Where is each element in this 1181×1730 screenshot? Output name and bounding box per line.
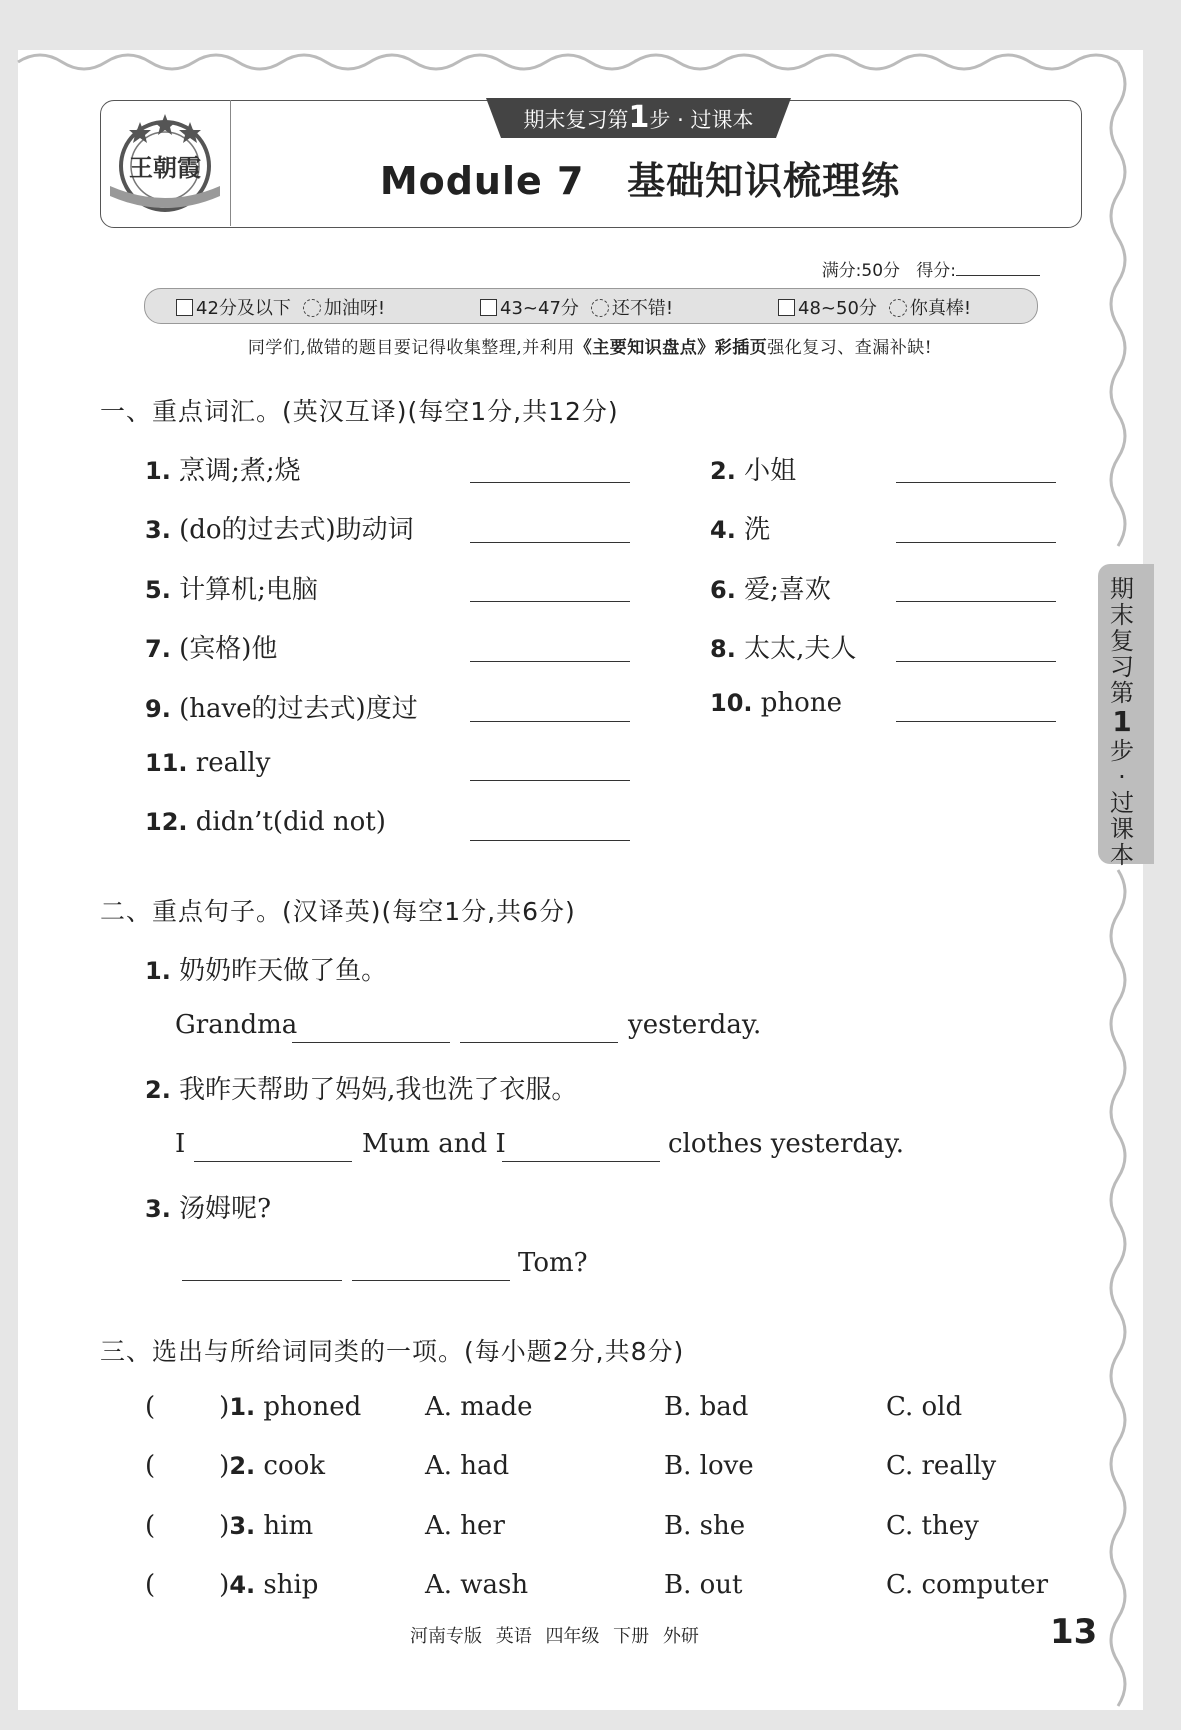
vocab-item: 6. 爱;喜欢	[710, 575, 831, 605]
option-b: B. out	[664, 1570, 743, 1600]
score-blank[interactable]	[956, 259, 1040, 276]
sentence-item: 2. 我昨天帮助了妈妈,我也洗了衣服。	[145, 1075, 578, 1105]
vocab-item: 9. (have的过去式)度过	[145, 694, 418, 724]
sentence-item: 3. 汤姆呢?	[145, 1194, 272, 1224]
vocab-item: 1. 烹调;煮;烧	[145, 456, 301, 486]
answer-blank[interactable]	[292, 1042, 450, 1043]
answer-blank[interactable]	[470, 661, 630, 662]
vocab-item: 10. phone	[710, 688, 842, 718]
option-a: A. had	[425, 1451, 510, 1481]
choice-question: ( )4. ship	[145, 1570, 319, 1600]
sentence-end: Tom?	[518, 1248, 588, 1278]
vocab-item: 4. 洗	[710, 515, 771, 545]
choice-question: ( )1. phoned	[145, 1392, 362, 1422]
rating-1: 42分及以下 加油呀!	[176, 294, 385, 320]
face-icon	[591, 299, 609, 317]
rating-2: 43~47分 还不错!	[480, 294, 673, 320]
answer-blank[interactable]	[470, 482, 630, 483]
option-c: C. computer	[886, 1570, 1049, 1600]
footer-text: 河南专版 英语 四年级 下册 外研	[410, 1626, 699, 1647]
option-b: B. love	[664, 1451, 754, 1481]
option-c: C. old	[886, 1392, 963, 1422]
sentence-item: 1. 奶奶昨天做了鱼。	[145, 956, 388, 986]
section-1-title: 一、重点词汇。(英汉互译)(每空1分,共12分)	[100, 397, 619, 426]
answer-blank[interactable]	[896, 721, 1056, 722]
rating-checkbox[interactable]	[176, 299, 193, 316]
logo	[100, 100, 231, 226]
vocab-item: 12. didn’t(did not)	[145, 807, 386, 837]
answer-blank[interactable]	[896, 482, 1056, 483]
answer-blank[interactable]	[470, 840, 630, 841]
answer-blank[interactable]	[470, 542, 630, 543]
sentence-end: clothes yesterday.	[668, 1129, 905, 1159]
option-b: B. she	[664, 1511, 746, 1541]
tip-text: 同学们,做错的题目要记得收集整理,并利用《主要知识盘点》彩插页强化复习、查漏补缺!	[247, 338, 933, 358]
side-tab-text: 期 末 复 习 第 1 步 · 过 课 本	[1110, 575, 1134, 869]
answer-blank[interactable]	[896, 661, 1056, 662]
section-3-title: 三、选出与所给词同类的一项。(每小题2分,共8分)	[100, 1337, 685, 1366]
rating-checkbox[interactable]	[778, 299, 795, 316]
sentence-middle: Mum and I	[362, 1129, 506, 1159]
answer-blank[interactable]	[352, 1280, 510, 1281]
score-line: 满分:50分 得分:	[700, 256, 1040, 281]
answer-blank[interactable]	[194, 1161, 352, 1162]
vocab-item: 7. (宾格)他	[145, 634, 278, 664]
choice-question: ( )3. him	[145, 1511, 314, 1541]
choice-question: ( )2. cook	[145, 1451, 326, 1481]
rating-checkbox[interactable]	[480, 299, 497, 316]
page-number: 13	[1050, 1612, 1098, 1652]
answer-blank[interactable]	[470, 601, 630, 602]
option-a: A. her	[425, 1511, 505, 1541]
page-title: Module 7 基础知识梳理练	[379, 159, 901, 203]
rating-3: 48~50分 你真棒!	[778, 294, 971, 320]
svg-text:王朝霞: 王朝霞	[129, 153, 201, 182]
vocab-item: 5. 计算机;电脑	[145, 575, 318, 605]
vocab-item: 8. 太太,夫人	[710, 634, 857, 664]
sentence-start: Grandma	[175, 1010, 298, 1040]
sentence-start: I	[175, 1129, 186, 1159]
vocab-item: 3. (do的过去式)助动词	[145, 515, 414, 545]
answer-blank[interactable]	[502, 1161, 660, 1162]
vocab-item: 2. 小姐	[710, 456, 797, 486]
header-tab-text: 期末复习第1步 · 过课本	[523, 100, 754, 135]
option-c: C. they	[886, 1511, 979, 1541]
vocab-item: 11. really	[145, 748, 271, 778]
answer-blank[interactable]	[896, 601, 1056, 602]
option-c: C. really	[886, 1451, 997, 1481]
option-a: A. made	[425, 1392, 533, 1422]
answer-blank[interactable]	[182, 1280, 342, 1281]
answer-blank[interactable]	[460, 1042, 618, 1043]
answer-blank[interactable]	[470, 780, 630, 781]
option-b: B. bad	[664, 1392, 749, 1422]
option-a: A. wash	[425, 1570, 529, 1600]
sentence-end: yesterday.	[628, 1010, 762, 1040]
answer-blank[interactable]	[896, 542, 1056, 543]
answer-blank[interactable]	[470, 721, 630, 722]
section-2-title: 二、重点句子。(汉译英)(每空1分,共6分)	[100, 897, 576, 926]
face-icon	[889, 299, 907, 317]
face-icon	[303, 299, 321, 317]
